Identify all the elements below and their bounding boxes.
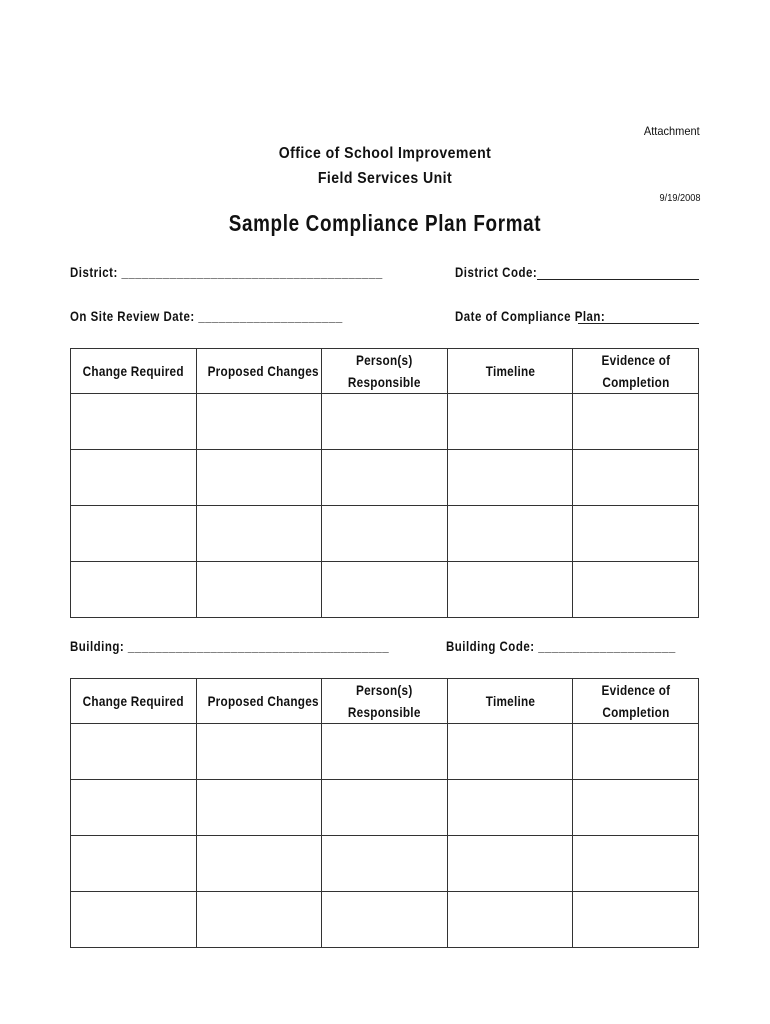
table-cell[interactable] [71, 450, 197, 506]
table-cell[interactable] [196, 780, 322, 836]
table-header-row [71, 349, 699, 394]
table-cell[interactable] [447, 506, 573, 562]
table-cell[interactable] [71, 780, 197, 836]
column-header: Change Required [71, 349, 197, 394]
page-title: Sample Compliance Plan Format [228, 210, 542, 236]
compliance-table-building [70, 678, 699, 948]
table-cell[interactable] [573, 394, 699, 450]
building-code-field: Building Code: ____________________ [446, 638, 676, 654]
unit-name: Field Services Unit [317, 170, 453, 187]
building-field: Building: ______________________________________ [70, 638, 390, 654]
table-cell[interactable] [447, 562, 573, 618]
table-cell[interactable] [71, 724, 197, 780]
table-cell[interactable] [322, 836, 448, 892]
column-header: Change Required [71, 679, 197, 724]
table-cell[interactable] [196, 394, 322, 450]
table-row [71, 506, 699, 562]
table-cell[interactable] [322, 892, 448, 948]
table-cell[interactable] [322, 562, 448, 618]
table-cell[interactable] [573, 892, 699, 948]
table-cell[interactable] [573, 506, 699, 562]
table-cell[interactable] [196, 724, 322, 780]
table-cell[interactable] [196, 506, 322, 562]
table-cell[interactable] [447, 836, 573, 892]
table-cell[interactable] [196, 836, 322, 892]
attachment-label: Attachment [644, 124, 700, 138]
column-header: Person(s) Responsible [322, 349, 448, 394]
district-code-label: District Code: [455, 264, 538, 280]
table-row [71, 394, 699, 450]
table-row [71, 450, 699, 506]
table-cell[interactable] [322, 450, 448, 506]
table-cell[interactable] [322, 724, 448, 780]
table-cell[interactable] [447, 780, 573, 836]
table-cell[interactable] [322, 506, 448, 562]
table-cell[interactable] [447, 892, 573, 948]
table-cell[interactable] [322, 394, 448, 450]
compliance-table-district [70, 348, 699, 618]
table-cell[interactable] [447, 450, 573, 506]
table-cell[interactable] [71, 562, 197, 618]
table-cell[interactable] [573, 836, 699, 892]
district-code-line [537, 279, 699, 280]
compliance-date-label: Date of Compliance Plan: [455, 308, 606, 324]
table-cell[interactable] [196, 562, 322, 618]
table-cell[interactable] [447, 724, 573, 780]
onsite-review-field: On Site Review Date: _____________________ [70, 308, 343, 324]
table-cell[interactable] [71, 892, 197, 948]
table-cell[interactable] [447, 394, 573, 450]
table-cell[interactable] [573, 562, 699, 618]
table-cell[interactable] [573, 780, 699, 836]
office-name: Office of School Improvement [278, 145, 492, 162]
district-field: District: ______________________________________ [70, 264, 383, 280]
table-header-row [71, 679, 699, 724]
column-header: Timeline [447, 349, 573, 394]
column-header: Person(s) Responsible [322, 679, 448, 724]
table-row [71, 780, 699, 836]
document-date: 9/19/2008 [659, 193, 700, 204]
table-cell[interactable] [71, 506, 197, 562]
table-row [71, 836, 699, 892]
table-cell[interactable] [573, 724, 699, 780]
column-header: Proposed Changes [196, 349, 322, 394]
table-cell[interactable] [573, 450, 699, 506]
table-cell[interactable] [196, 892, 322, 948]
table-row [71, 892, 699, 948]
table-cell[interactable] [71, 394, 197, 450]
table-cell[interactable] [196, 450, 322, 506]
table-cell[interactable] [322, 780, 448, 836]
table-row [71, 724, 699, 780]
column-header: Timeline [447, 679, 573, 724]
compliance-date-line [578, 323, 699, 324]
column-header: Evidence of Completion [573, 679, 699, 724]
column-header: Proposed Changes [196, 679, 322, 724]
table-cell[interactable] [71, 836, 197, 892]
table-row [71, 562, 699, 618]
column-header: Evidence of Completion [573, 349, 699, 394]
